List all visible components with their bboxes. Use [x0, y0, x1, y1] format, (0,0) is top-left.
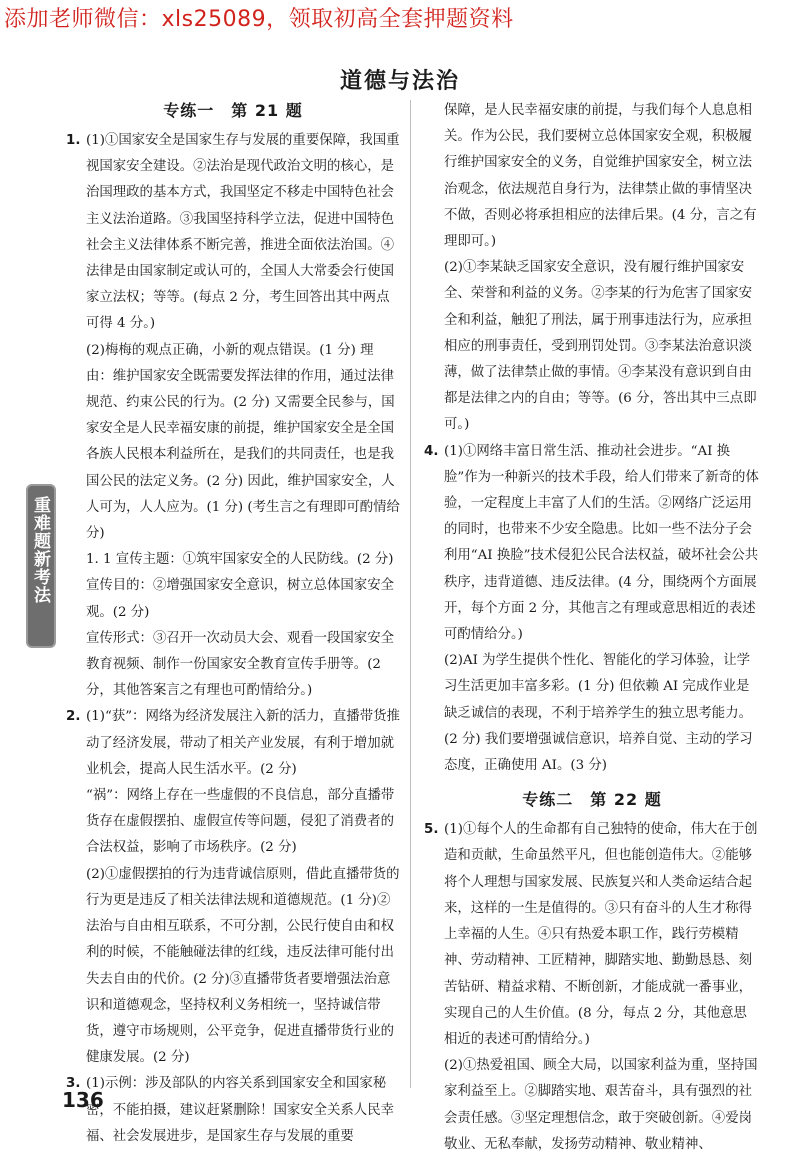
answer-paragraph: (1)①网络丰富日常生活、推动社会进步。“AI 换脸”作为一种新兴的技术手段，给人们带来了新奇的体验，一定程度上丰富了人们的生活。②网络广泛运用的同时，也带来不少安全隐患。比如一些不法分子会利用“AI 换脸”技术侵犯公民合法权益，破坏社会公共秩序，违背道德、违反法律。(4 分，围绕两个方面展开，每个方面 2 分，其他言之有理或意思相近的表述可酌情给分。) — [444, 443, 759, 643]
page-number: 136 — [62, 1088, 104, 1112]
answer-paragraph: 宣传形式：③召开一次动员大会、观看一段国家安全教育视频、制作一份国家安全教育宣传手册等。(2 分，其他答案言之有理也可酌情给分。) — [86, 630, 394, 699]
answer-paragraph: (2)①热爱祖国、顾全大局，以国家利益为重，坚持国家利益至上。②脚踏实地、艰苦奋斗，具有强烈的社会责任感。③坚定理想信念，敢于突破创新。④爱岗敬业、无私奉献，发扬劳动精神、敬业精神、 — [444, 1058, 758, 1152]
question-number: 3. — [66, 1076, 81, 1092]
question-number: 5. — [424, 822, 439, 838]
answer-paragraph: (1)“获”：网络为经济发展注入新的活力，直播带货推动了经济发展，带动了相关产业发展，有利于增加就业机会，提高人民生活水平。(2 分) — [86, 709, 400, 777]
promo-banner: 添加老师微信：xls25089，领取初高全套押题资料 — [4, 7, 514, 32]
question-1 — [66, 128, 400, 704]
answer-paragraph: (2)①李某缺乏国家安全意识，没有履行维护国家安全、荣誉和利益的义务。②李某的行为危害了国家安全和利益，触犯了刑法，属于刑事违法行为，应承担相应的刑事责任，受到刑罚处罚。③李某法治意识淡薄，做了法律禁止做的事情。④李某没有意识到自由都是法律之内的自由；等等。(6 分，答出其中三点即可。) — [444, 260, 757, 433]
question-number: 4. — [424, 443, 439, 459]
side-tab-label: 重难题新考法 — [30, 496, 50, 604]
answer-paragraph: 保障，是人民幸福安康的前提，与我们每个人息息相关。作为公民，我们要树立总体国家安全观，积极履行维护国家安全的义务，自觉维护国家安全，树立法治观念，依法规范自身行为，法律禁止做的事情坚决不做，否则必将承担相应的法律后果。(4 分，言之有理即可。) — [444, 103, 757, 250]
question-3-continued — [424, 98, 760, 439]
side-tab — [26, 484, 56, 648]
column-divider — [410, 100, 411, 1088]
right-column — [424, 98, 760, 1158]
answer-paragraph: (1)示例：涉及部队的内容关系到国家安全和国家秘密，不能拍摄，建议赶紧删除！国家安全关系人民幸福、社会发展进步，是国家生存与发展的重要 — [86, 1076, 394, 1144]
answer-paragraph: (1)①每个人的生命都有自己独特的使命，伟大在于创造和贡献，生命虽然平凡，但也能创造伟大。②能够将个人理想与国家发展、民族复兴和人类命运结合起来，这样的一生是值得的。③只有奋斗的人生才称得上幸福的人生。④只有热爱本职工作，践行劳模精神、劳动精神、工匠精神，脚踏实地、勤勤恳恳、刻苦钻研、精益求精、不断创新，才能成就一番事业，实现自己的人生价值。(8 分，每点 2 分，其他意思相近的表述可酌情给分。) — [444, 822, 758, 1047]
answer-paragraph: (1)①国家安全是国家生存与发展的重要保障，我国重视国家安全建设。②法治是现代政治文明的核心，是治国理政的基本方式，我国坚定不移走中国特色社会主义法治道路。③我国坚持科学立法，促进中国特色社会主义法律体系不断完善，推进全面依法治国。④法律是由国家制定或认可的，全国人大常委会行使国家立法权；等等。(每点 2 分，考生回答出其中两点可得 4 分。) — [86, 133, 400, 332]
question-3 — [66, 1071, 400, 1150]
question-number: 2. — [66, 709, 81, 725]
left-column — [66, 96, 400, 1150]
question-number: 1. — [66, 133, 81, 148]
answer-paragraph: (2)AI 为学生提供个性化、智能化的学习体验，让学习生活更加丰富多彩。(1 分) 但依赖 AI 完成作业是缺乏诚信的表现，不利于培养学生的独立思考能力。(2 分) 我们要增强诚信意识，培养自觉、主动的学习态度，正确使用 AI。(3 分) — [444, 653, 753, 774]
page-title: 道德与法治 — [339, 69, 460, 94]
question-4 — [424, 439, 760, 780]
answer-paragraph: 1. 1 宣传主题：①筑牢国家安全的人民防线。(2 分) — [86, 552, 394, 568]
question-2 — [66, 704, 400, 1071]
section-heading-1: 专练一 第 21 题 — [163, 101, 303, 120]
answer-paragraph: (2)梅梅的观点正确，小新的观点错误。(1 分) 理由：维护国家安全既需要发挥法律的作用，通过法律规范、约束公民的行为。(2 分) 又需要全民参与，国家安全是人民幸福安康的前提，维护国家安全是全国各族人民根本利益所在，是我们的共同责任，也是我国公民的法定义务。(2 分) 因此，维护国家安全，人人可为，人人应为。(1 分) (考生言之有理即可酌情给分) — [86, 342, 400, 542]
answer-paragraph: 宣传目的：②增强国家安全意识，树立总体国家安全观。(2 分) — [86, 578, 394, 620]
answer-paragraph: (2)①虚假摆拍的行为违背诚信原则，借此直播带货的行为更是违反了相关法律法规和道德规范。(1 分)②法治与自由相互联系，不可分割，公民行使自由和权利的时候，不能触碰法律的红线，违反法律可能付出失去自由的代价。(2 分)③直播带货者要增强法治意识和道德观念，坚持权利义务相统一，坚持诚信带货，遵守市场规则，公平竞争，促进直播带货行业的健康发展。(2 分) — [86, 866, 400, 1066]
question-5 — [424, 817, 760, 1158]
section-heading-2: 专练二 第 22 题 — [522, 790, 662, 810]
answer-paragraph: “祸”：网络上存在一些虚假的不良信息，部分直播带货存在虚假摆拍、虚假宣传等问题，侵犯了消费者的合法权益，影响了市场秩序。(2 分) — [86, 788, 395, 856]
